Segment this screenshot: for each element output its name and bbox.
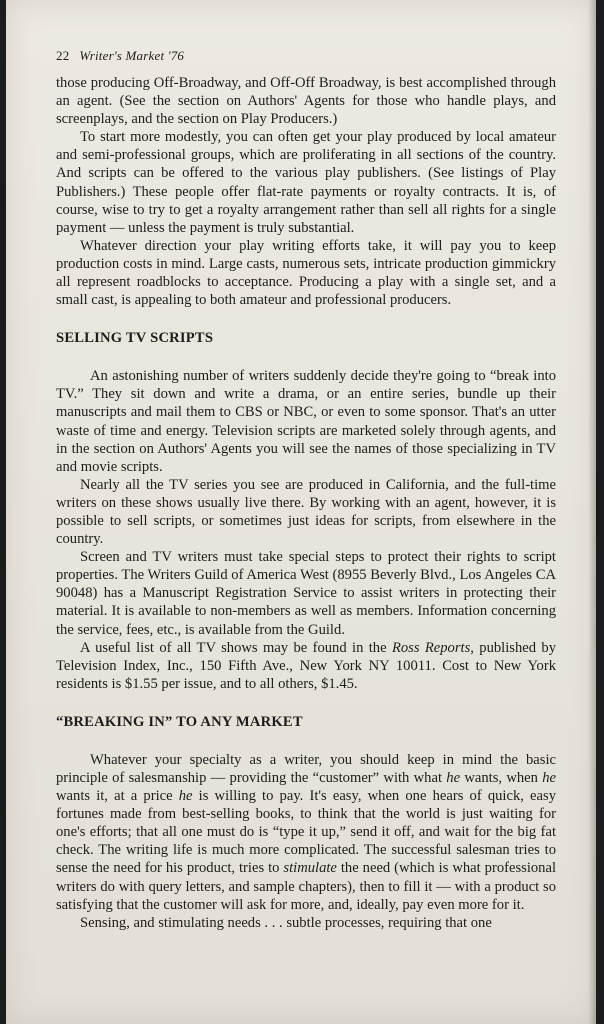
paragraph-break-into-tv: An astonishing number of writers suddenly decide they're going to “break into TV.” They sit down and write a drama, or an entire series, bundle up their manuscripts and mail them to CBS or NBC, or even to some sponsor. That's an utter waste of time and energy. Television scripts are marketed solely through agents, and in the section on Authors' Agents you will see the names of those specializing in TV and movie scripts. (56, 368, 556, 475)
text-span: wants it, at a price (56, 788, 179, 805)
paragraph-ross-reports (56, 639, 556, 693)
running-head (56, 48, 556, 64)
text-span: Whatever your specialty as a writer, you should keep in mind the basic principle of salesmanship — providing the “customer” with what (56, 751, 556, 786)
paragraph-california: Nearly all the TV series you see are produced in California, and the full-time writers on these shows usually live there. By working with an agent, however, it is possible to sell scripts, or sometimes just ideas for scripts, from elsewhere in the country. (56, 476, 556, 548)
text-span: wants, when (460, 770, 543, 786)
text-span: , published by Television Index, Inc., 150 Fifth Ave., New York NY 10011. Cost to New York residents is $1.55 per issue, and to all others, $1.45. (56, 639, 557, 692)
page-content (56, 48, 556, 932)
paragraph-continued: those producing Off-Broadway, and Off-Off Broadway, is best accomplished through an agent. (See the section on Authors' Agents for those who handle plays, and screenplays, and the section on Play Producers.) (56, 75, 556, 128)
publication-title: Writer's Market '76 (79, 48, 185, 63)
emphasis: he (446, 770, 461, 786)
page-number: 22 (56, 48, 70, 63)
emphasis: he (178, 788, 193, 805)
paragraph-production-costs: Whatever direction your play writing efforts take, it will pay you to keep production costs in mind. Large casts, numerous sets, intricate production gimmickry all represent roadblocks to acceptance. Producing a play with a single set, and a small cast, is appealing to both amateur and professional producers. (56, 237, 556, 309)
heading-selling-tv-scripts: SELLING TV SCRIPTS (56, 330, 214, 347)
book-page (6, 0, 596, 1024)
emphasis: stimulate (283, 860, 337, 877)
paragraph-salesmanship (56, 751, 556, 914)
text-span: A useful list of all TV shows may be found in the (80, 639, 392, 656)
paragraph-sensing-needs: Sensing, and stimulating needs . . . subtle processes, requiring that one (80, 914, 492, 931)
heading-breaking-in: “BREAKING IN” TO ANY MARKET (56, 713, 303, 730)
paragraph-writers-guild: Screen and TV writers must take special steps to protect their rights to script properties. The Writers Guild of America West (8955 Beverly Blvd., Los Angeles CA 90048) has a Manuscript Registration Service to assist writers in protecting their material. It is available to non-members as well as members. Information concerning the service, fees, etc., is available from the Guild. (56, 549, 556, 638)
paragraph-local-groups: To start more modestly, you can often get your play produced by local amateur and semi-professional groups, which are proliferating in all sections of the country. And scripts can be offered to the various play publishers. (See listings of Play Publishers.) These people offer flat-rate payments or royalty contracts. It is, of course, wise to try to get a royalty arrangement rather than sell all rights for a single payment — unless the payment is truly substantial. (56, 129, 556, 236)
publication-name: Ross Reports (391, 639, 471, 656)
text-span: the need (which is what professional writers do with query letters, and sample chapters), then to fill it — with a product so satisfying that the customer will ask for more, and, ideally, pay even more for it. (56, 860, 556, 913)
text-span: is willing to pay. It's easy, when one hears of quick, easy fortunes made from best-selling books, to think that the world is just waiting for one's efforts; that all one must do is “type it up,” send it off, and wait for the big fat check. The writing life is much more complicated. The successful salesman tries to sense the need for his product, tries to (56, 788, 556, 877)
emphasis: he (542, 770, 556, 786)
scan-edge-shadow (588, 0, 596, 1024)
